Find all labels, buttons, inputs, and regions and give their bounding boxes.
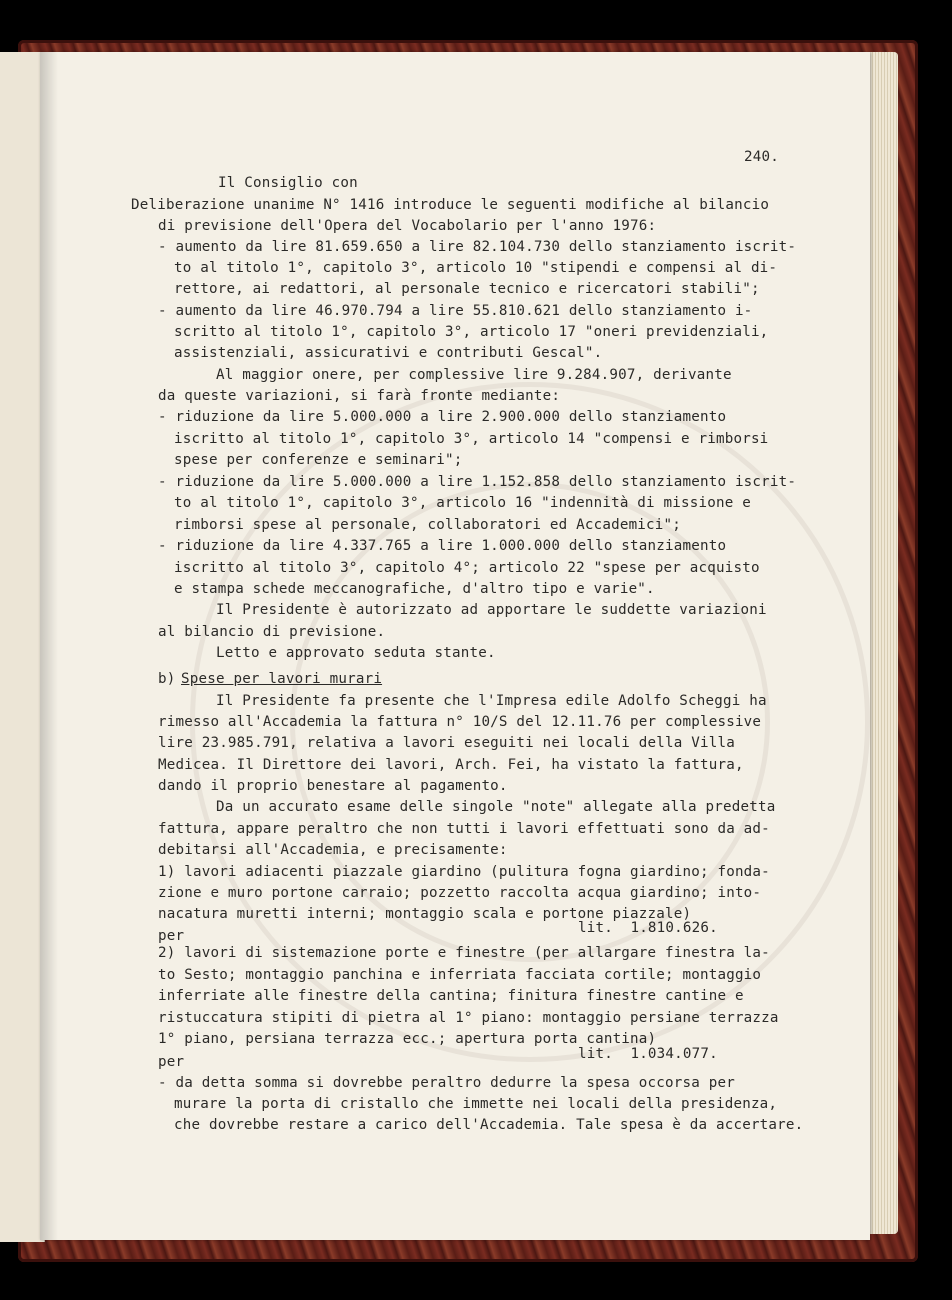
text-line: e stampa schede meccanografiche, d'altro tipo e varie". <box>174 581 655 597</box>
text-line: - riduzione da lire 5.000.000 a lire 2.900.000 dello stanziamento <box>158 409 727 425</box>
text-line: zione e muro portone carraio; pozzetto raccolta acqua giardino; into- <box>158 885 762 901</box>
text-line: inferriate alle finestre della cantina; finitura finestre cantine e <box>158 988 744 1004</box>
text-line: rimborsi spese al personale, collaboratori ed Accademici"; <box>174 517 682 533</box>
text-line: Medicea. Il Direttore dei lavori, Arch. Fei, ha vistato la fattura, <box>158 757 744 773</box>
text-line: nacatura muretti interni; montaggio scala e portone piazzale) <box>158 906 692 922</box>
section-heading: Spese per lavori murari <box>181 671 383 687</box>
text-line: fattura, appare peraltro che non tutti i lavori effettuati sono da ad- <box>158 821 770 837</box>
text-line: to al titolo 1°, capitolo 3°, articolo 16 "indennità di missione e <box>174 495 751 511</box>
text-line: - aumento da lire 81.659.650 a lire 82.104.730 dello stanziamento iscrit- <box>158 239 797 255</box>
text-line: Letto e approvato seduta stante. <box>216 645 496 661</box>
text-line: da queste variazioni, si farà fronte mediante: <box>158 388 561 404</box>
text-line: assistenziali, assicurativi e contributi Gescal". <box>174 345 603 361</box>
text-line: di previsione dell'Opera del Vocabolario per l'anno 1976: <box>158 218 657 234</box>
page-number: 240. <box>744 149 779 165</box>
text-line: rettore, ai redattori, al personale tecnico e ricercatori stabili"; <box>174 281 760 297</box>
text-line: 1° piano, persiana terrazza ecc.; apertura porta cantina) <box>158 1031 657 1047</box>
text-line: dando il proprio benestare al pagamento. <box>158 778 508 794</box>
text-line: 1) lavori adiacenti piazzale giardino (pulitura fogna giardino; fonda- <box>158 864 770 880</box>
text-line: murare la porta di cristallo che immette nei locali della presidenza, <box>174 1096 778 1112</box>
amount-value: lit. 1.034.077. <box>578 1046 718 1062</box>
text-line: Deliberazione unanime N° 1416 introduce le seguenti modifiche al bilancio <box>131 197 770 213</box>
text-line: - riduzione da lire 5.000.000 a lire 1.152.858 dello stanziamento iscrit- <box>158 474 797 490</box>
text-line: per <box>158 1054 185 1070</box>
text-line: - riduzione da lire 4.337.765 a lire 1.000.000 dello stanziamento <box>158 538 727 554</box>
text-line: to al titolo 1°, capitolo 3°, articolo 10 "stipendi e compensi al di- <box>174 260 778 276</box>
text-line: Il Consiglio con <box>218 175 358 191</box>
text-line: Il Presidente è autorizzato ad apportare le suddette variazioni <box>216 602 767 618</box>
text-line: lire 23.985.791, relativa a lavori eseguiti nei locali della Villa <box>158 735 735 751</box>
text-line: to Sesto; montaggio panchina e inferriata facciata cortile; montaggio <box>158 967 762 983</box>
left-page <box>0 52 45 1242</box>
text-line: al bilancio di previsione. <box>158 624 386 640</box>
text-line: iscritto al titolo 1°, capitolo 3°, articolo 14 "compensi e rimborsi <box>174 431 769 447</box>
text-line: Da un accurato esame delle singole "note" allegate alla predetta <box>216 799 776 815</box>
text-line: ristuccatura stipiti di pietra al 1° piano: montaggio persiane terrazza <box>158 1010 779 1026</box>
amount-value: lit. 1.810.626. <box>578 920 718 936</box>
text-line: che dovrebbe restare a carico dell'Accademia. Tale spesa è da accertare. <box>174 1117 804 1133</box>
document-page <box>40 52 870 1240</box>
text-line: rimesso all'Accademia la fattura n° 10/S del 12.11.76 per complessive <box>158 714 762 730</box>
text-line: 2) lavori di sistemazione porte e finestre (per allargare finestra la- <box>158 945 770 961</box>
text-line: Il Presidente fa presente che l'Impresa edile Adolfo Scheggi ha <box>216 693 767 709</box>
text-line: per <box>158 928 185 944</box>
section-label: b) <box>158 671 176 687</box>
text-line: iscritto al titolo 3°, capitolo 4°; articolo 22 "spese per acquisto <box>174 560 760 576</box>
text-line: scritto al titolo 1°, capitolo 3°, articolo 17 "oneri previdenziali, <box>174 324 769 340</box>
text-line: - da detta somma si dovrebbe peraltro dedurre la spesa occorsa per <box>158 1075 735 1091</box>
text-line: debitarsi all'Accademia, e precisamente: <box>158 842 508 858</box>
text-line: Al maggior onere, per complessive lire 9.284.907, derivante <box>216 367 732 383</box>
text-line: - aumento da lire 46.970.794 a lire 55.810.621 dello stanziamento i- <box>158 303 753 319</box>
text-line: spese per conferenze e seminari"; <box>174 452 463 468</box>
